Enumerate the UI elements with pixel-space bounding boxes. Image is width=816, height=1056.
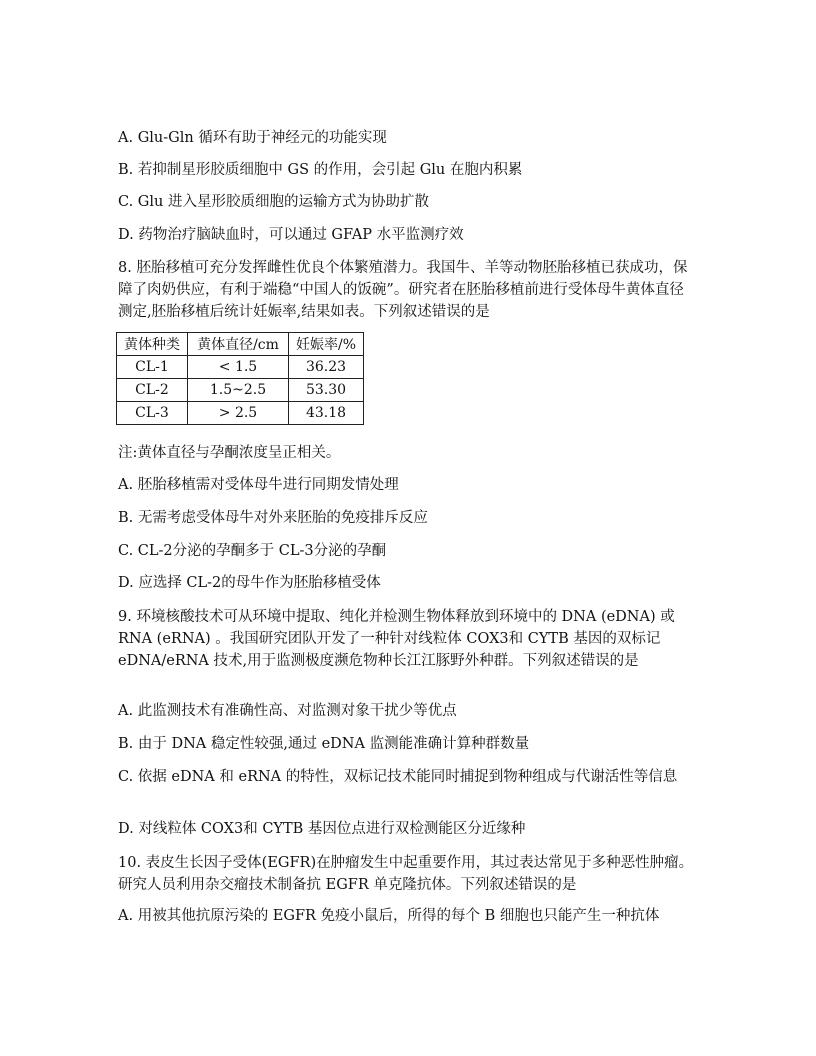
q8-stem: 8. 胚胎移植可充分发挥雌性优良个体繁殖潜力。我国牛、羊等动物胚胎移植已获成功，保障了肉奶供应，有利于端稳“中国人的饭碗”。研究者在胚胎移植前进行受体母牛黄体直径测定,胚胎移植后统计妊娠率,结果如表。下列叙述错误的是	[118, 260, 688, 320]
q8-option-b: B. 无需考虑受体母牛对外来胚胎的免疫排斥反应	[118, 510, 428, 526]
table-header-cell: 妊娠率/%	[289, 333, 364, 356]
q9-option-d: D. 对线粒体 COX3和 CYTB 基因位点进行双检测能区分近缘种	[118, 821, 526, 837]
table-cell: 1.5~2.5	[188, 379, 289, 402]
q9-option-a: A. 此监测技术有准确性高、对监测对象干扰少等优点	[118, 703, 457, 719]
q8-note: 注:黄体直径与孕酮浓度呈正相关。	[118, 445, 341, 461]
table-header-cell: 黄体种类	[117, 333, 188, 356]
table-cell: < 1.5	[188, 356, 289, 379]
q8-option-d: D. 应选择 CL-2的母牛作为胚胎移植受体	[118, 575, 381, 591]
q10-option-a: A. 用被其他抗原污染的 EGFR 免疫小鼠后，所得的每个 B 细胞也只能产生一种抗体	[118, 908, 660, 924]
table-row	[117, 402, 364, 425]
q8-option-a: A. 胚胎移植需对受体母牛进行同期发情处理	[118, 477, 399, 493]
q9-stem: 9. 环境核酸技术可从环境中提取、纯化并检测生物体释放到环境中的 DNA (eDNA) 或 RNA (eRNA) 。我国研究团队开发了一种针对线粒体 COX3和 CYTB 基因的双标记 eDNA/eRNA 技术,用于监测极度濒危物种长江江豚野外种群。下列叙述错误的是	[118, 609, 675, 669]
table-cell: CL-2	[117, 379, 188, 402]
q8-table	[116, 332, 364, 425]
q7-option-b: B. 若抑制星形胶质细胞中 GS 的作用，会引起 Glu 在胞内积累	[118, 162, 523, 178]
table-row	[117, 379, 364, 402]
q9-option-c: C. 依据 eDNA 和 eRNA 的特性，双标记技术能同时捕捉到物种组成与代谢活性等信息	[118, 769, 678, 785]
q9-option-b: B. 由于 DNA 稳定性较强,通过 eDNA 监测能准确计算种群数量	[118, 736, 530, 752]
table-row	[117, 356, 364, 379]
table-cell: > 2.5	[188, 402, 289, 425]
table-cell: CL-3	[117, 402, 188, 425]
q7-option-c: C. Glu 进入星形胶质细胞的运输方式为协助扩散	[118, 194, 429, 210]
q7-option-d: D. 药物治疗脑缺血时，可以通过 GFAP 水平监测疗效	[118, 227, 464, 243]
table-header-cell: 黄体直径/cm	[188, 333, 289, 356]
q7-option-a: A. Glu-Gln 循环有助于神经元的功能实现	[118, 130, 387, 146]
table-header-row	[117, 333, 364, 356]
table-cell: 43.18	[289, 402, 364, 425]
q10-stem: 10. 表皮生长因子受体(EGFR)在肿瘤发生中起重要作用，其过表达常见于多种恶性肿瘤。 研究人员利用杂交瘤技术制备抗 EGFR 单克隆抗体。下列叙述错误的是	[118, 855, 694, 893]
table-cell: CL-1	[117, 356, 188, 379]
q8-option-c: C. CL-2分泌的孕酮多于 CL-3分泌的孕酮	[118, 543, 387, 559]
table-cell: 53.30	[289, 379, 364, 402]
table-cell: 36.23	[289, 356, 364, 379]
